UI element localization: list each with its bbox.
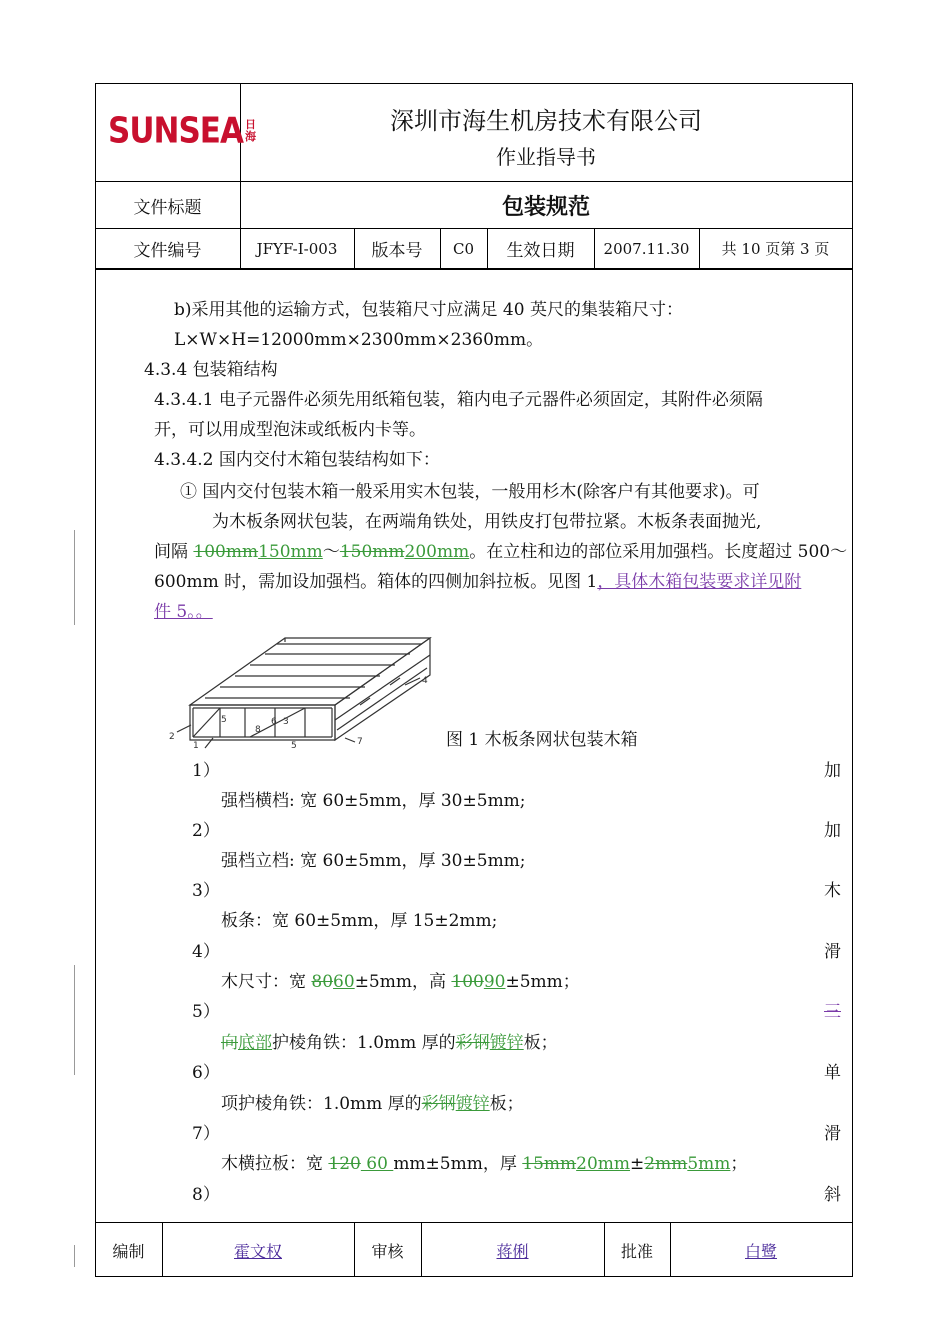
figure-callout: 5 xyxy=(221,715,227,725)
deleted-text: 100 xyxy=(451,972,484,992)
text-run: 600mm 时，需加设加强档。箱体的四侧加斜拉板。见图 1 xyxy=(154,572,598,592)
list-number: 1） xyxy=(192,761,220,781)
deleted-text: 120 xyxy=(328,1154,361,1174)
list-item-text xyxy=(221,1089,524,1119)
list-wrap-char: 滑 xyxy=(824,1124,841,1144)
figure-callout: 7 xyxy=(357,737,363,747)
section-heading: 4.3.4 包装箱结构 xyxy=(144,360,278,380)
body-line xyxy=(154,567,801,597)
deleted-text: 15mm xyxy=(522,1154,577,1174)
list-wrap-char: 加 xyxy=(824,761,841,781)
body-line: 4.3.4.1 电子元器件必须先用纸箱包装，箱内电子元器件必须固定，其附件必须隔 xyxy=(154,390,763,410)
body-line xyxy=(154,597,213,627)
list-item-text xyxy=(221,1028,558,1058)
list-wrap-char: 加 xyxy=(824,821,841,841)
text-run: 木尺寸：宽 xyxy=(221,972,312,992)
signature-link[interactable]: 蒋俐 xyxy=(496,1241,529,1261)
signature-link[interactable]: 霍文权 xyxy=(233,1241,282,1261)
effective-date: 2007.11.30 xyxy=(603,239,690,258)
prepared-by-label: 编制 xyxy=(112,1241,145,1261)
inserted-text: 底部 xyxy=(238,1033,272,1053)
list-number: 7） xyxy=(192,1124,220,1144)
signature-link[interactable]: 白鹭 xyxy=(744,1241,777,1261)
title-label: 文件标题 xyxy=(133,197,202,218)
inserted-text: 镀锌 xyxy=(489,1033,524,1053)
inserted-text: 镀锌 xyxy=(455,1094,490,1114)
logo-text: SUNSEA xyxy=(108,110,243,152)
list-item-text: 强档立档: 宽 60±5mm，厚 30±5mm; xyxy=(221,851,526,871)
document-type: 作业指导书 xyxy=(496,145,596,169)
text-run: mm±5mm，厚 xyxy=(393,1154,523,1174)
text-run: 。在立柱和边的部位采用加强档。长度超过 500～ xyxy=(469,542,848,562)
revision-margin-bar xyxy=(74,1245,75,1267)
deleted-text: 150mm xyxy=(339,542,405,562)
list-number: 4） xyxy=(192,942,220,962)
reviewed-by-label: 审核 xyxy=(371,1241,404,1261)
inserted-text: 200mm xyxy=(404,542,470,562)
inserted-text: 20mm xyxy=(576,1154,631,1174)
inserted-text: ，具体木箱包装要求详见附 xyxy=(597,572,802,592)
list-number: 2） xyxy=(192,821,220,841)
code-label: 文件编号 xyxy=(133,241,202,261)
deleted-text: 2mm xyxy=(644,1154,688,1174)
inserted-text: 件 5。。 xyxy=(154,602,213,622)
body-line: 4.3.4.2 国内交付木箱包装结构如下： xyxy=(154,450,440,470)
text-run: ～ xyxy=(322,542,340,562)
body-line: L×W×H=12000mm×2300mm×2360mm。 xyxy=(174,330,544,350)
deleted-text: 80 xyxy=(311,972,334,992)
wooden-crate-figure xyxy=(165,630,435,750)
text-run: 护棱角铁：1.0mm 厚的 xyxy=(272,1033,456,1053)
list-number: 8） xyxy=(192,1185,220,1205)
text-run: ± xyxy=(630,1154,645,1174)
list-wrap-char: 三 xyxy=(824,1002,841,1022)
page-info: 共 10 页第 3 页 xyxy=(721,240,830,258)
list-item-text xyxy=(221,967,580,997)
figure-callout: 8 xyxy=(255,725,261,735)
deleted-text: 向 xyxy=(221,1033,238,1053)
version-label: 版本号 xyxy=(371,241,423,261)
text-run: 板； xyxy=(523,1033,558,1053)
company-logo xyxy=(108,110,257,152)
figure-callout: 3 xyxy=(283,717,289,727)
text-run: 间隔 xyxy=(154,542,194,562)
inserted-text: 5mm xyxy=(687,1154,731,1174)
version-value: C0 xyxy=(452,239,475,258)
list-number: 6） xyxy=(192,1063,220,1083)
inserted-text: 150mm xyxy=(258,542,323,562)
list-wrap-char: 斜 xyxy=(824,1185,841,1205)
deleted-text: 彩钢 xyxy=(421,1094,456,1114)
body-line: b)采用其他的运输方式，包装箱尺寸应满足 40 英尺的集装箱尺寸： xyxy=(174,300,683,320)
body-line xyxy=(154,537,847,567)
text-run: ±5mm，高 xyxy=(354,972,452,992)
prepared-by-name[interactable] xyxy=(162,1223,354,1277)
list-wrap-char: 滑 xyxy=(824,942,841,962)
inserted-text: 60 xyxy=(333,972,355,992)
list-wrap-char: 木 xyxy=(824,881,841,901)
document-title: 包装规范 xyxy=(501,194,590,220)
list-wrap-char: 单 xyxy=(824,1063,841,1083)
text-run: 木横拉板：宽 xyxy=(221,1154,329,1174)
text-run: 项护棱角铁：1.0mm 厚的 xyxy=(221,1094,422,1114)
text-run: ±5mm； xyxy=(505,972,580,992)
company-name: 深圳市海生机房技术有限公司 xyxy=(390,107,702,135)
body-line: ① 国内交付包装木箱一般采用实木包装，一般用杉木(除客户有其他要求)。可 xyxy=(180,482,760,502)
figure-callout: 1 xyxy=(193,741,199,750)
revision-margin-bar xyxy=(74,530,75,625)
inserted-text: 60 xyxy=(360,1154,394,1174)
inserted-text: 90 xyxy=(483,972,506,992)
figure-caption: 图 1 木板条网状包装木箱 xyxy=(446,730,638,750)
list-number: 5） xyxy=(192,1002,220,1022)
list-number: 3） xyxy=(192,881,220,901)
body-line: 为木板条网状包装，在两端角铁处，用铁皮打包带拉紧。木板条表面抛光, xyxy=(212,512,762,532)
figure-callout: 4 xyxy=(422,676,428,686)
date-label: 生效日期 xyxy=(506,241,575,261)
deleted-text: 彩钢 xyxy=(455,1033,490,1053)
list-item-text xyxy=(221,1149,747,1179)
figure-callout: 2 xyxy=(169,732,175,742)
list-item-text: 板条：宽 60±5mm，厚 15±2mm; xyxy=(221,911,498,931)
approved-by-label: 批准 xyxy=(620,1241,653,1261)
figure-callout: 5 xyxy=(291,741,297,750)
text-run: 板； xyxy=(489,1094,524,1114)
list-item-text: 强档横档: 宽 60±5mm，厚 30±5mm; xyxy=(221,791,526,811)
text-run: ； xyxy=(730,1154,748,1174)
figure-callout: 6 xyxy=(271,717,277,727)
approved-by-name[interactable] xyxy=(670,1223,852,1277)
body-line: 开，可以用成型泡沫或纸板内卡等。 xyxy=(154,420,426,440)
logo-subtext: 日海 xyxy=(244,118,256,143)
divider xyxy=(95,268,853,270)
deleted-text: 100mm xyxy=(193,542,259,562)
reviewed-by-name[interactable] xyxy=(421,1223,604,1277)
revision-margin-bar xyxy=(74,965,75,1075)
document-code: JFYF-I-003 xyxy=(256,239,338,258)
